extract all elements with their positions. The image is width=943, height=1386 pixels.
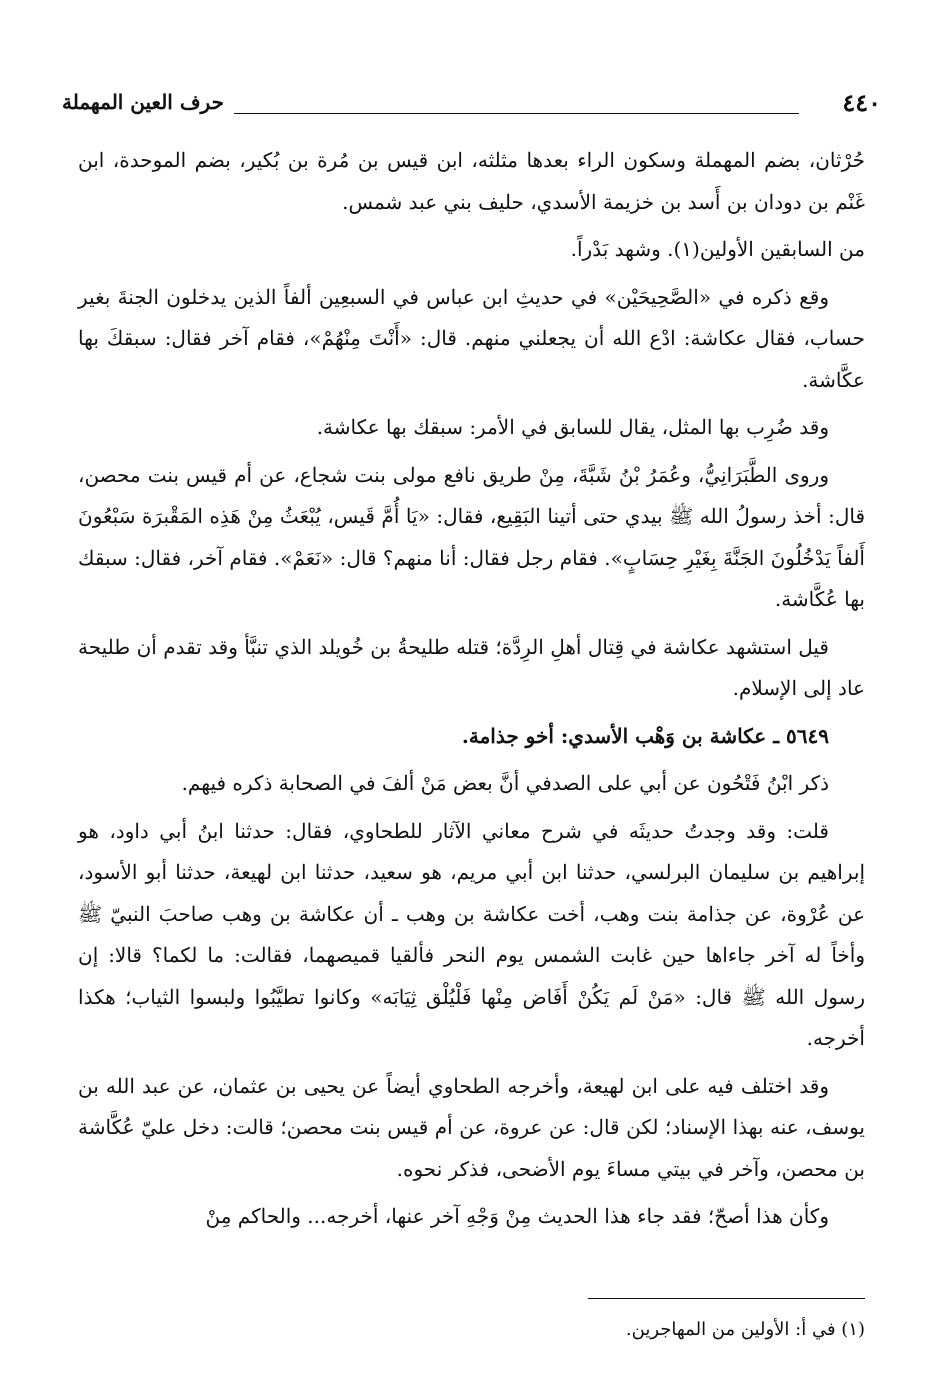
footnote-rule — [588, 1298, 865, 1299]
paragraph: وروى الطَّبَرَانِيُّ، وعُمَرُ بْنُ شَبَّةَ، مِنْ طريق نافع مولى بنت شجاع، عن أم قيس بنت محصن، قال: أخذ رسولُ الله ﷺ بيدي حتى أتينا البَقِيع، فقال: «يَا أُمَّ قَيس، يُبْعَثُ مِنْ هَذِه المَقْبرَة سَبْعُونَ أَلفاً يَدْخُلُونَ الجَنَّةَ بِغَيْرِ حِسَابٍ». فقام رجل فقال: أنا منهم؟ قال: «نَعَمْ». فقام آخر، فقال: سبقك بها عُكَّاشة. — [78, 462, 865, 611]
paragraph: قيل استشهد عكاشة في قِتال أهلِ الرِدَّة؛ قتله طليحةُ بن خُويلد الذي تنبَّأ وقد تقدم أن طليحة عاد إلى الإسلام. — [78, 634, 865, 700]
page-number: ٤٤٠ — [842, 88, 881, 117]
paragraph: وقع ذكره في «الصَّحِيحَيْن» في حديثِ ابن عباس في السبعِين ألفاً الذين يدخلون الجنةَ بغير حساب، فقال عكاشة: ادْع الله أن يجعلني منهم. قال: «أَنْتَ مِنْهُمْ»، فقام آخر فقال: سبقكَ بها عكَّاشة. — [78, 284, 865, 392]
footnote: (١) في أ: الأولين من المهاجرين. — [625, 1319, 865, 1340]
body-text — [78, 140, 865, 1244]
chapter-title: حرف العين المهملة — [62, 90, 224, 114]
entry-heading: ٥٦٤٩ ـ عكاشة بن وَهْب الأسدي: أخو جذامة. — [461, 723, 829, 748]
paragraph: حُرْثان، بضم المهملة وسكون الراء بعدها مثلثه، ابن قيس بن مُرة بن بُكير، بضم الموحدة، ابن غَنْم بن دودان بن أَسد بن خزيمة الأسدي، حليف بني عبد شمس. — [78, 148, 865, 214]
paragraph: وقد اختلف فيه على ابن لهيعة، وأخرجه الطحاوي أيضاً عن يحيى بن عثمان، عن عبد الله بن يوسف، عنه بهذا الإسناد؛ لكن قال: عن عروة، عن أم قيس بنت محصن؛ قالت: دخل عليّ عُكَّاشة بن محصن، وآخر في بيتي مساءَ يوم الأضحى، فذكر نحوه. — [78, 1073, 865, 1181]
paragraph: قلت: وقد وجدتُ حديثَه في شرح معاني الآثار للطحاوي، فقال: حدثنا ابنُ أبي داود، هو إبراهيم بن سليمان البرلسي، حدثنا ابن أبي مريم، هو سعيد، حدثنا ابن لهيعة، حدثنا أبو الأسود، عن عُرْوة، عن جذامة بنت وهب، أخت عكاشة بن وهب ـ أن عكاشة بن وهب صاحبَ النبيّ ﷺ وأخاً له آخر جاءاها حين غابت الشمس يوم النحر فألقيا قميصهما، فقالت: ما لكما؟ قالا: إن رسول الله ﷺ قال: «مَنْ لَم يَكُنْ أَفَاض مِنْها فَلْيُلْق ثِيَابَه» وكانوا تطيَّبُوا ولبسوا الثياب؛ هكذا أخرجه. — [78, 818, 865, 1050]
paragraph: وكأن هذا أصحّ؛ فقد جاء هذا الحديث مِنْ وَجْهِ آخر عنها، أخرجه... والحاكم مِنْ — [205, 1204, 829, 1228]
paragraph: ذكر ابْنُ فَتْحُون عن أبي على الصدفي أنَّ بعض مَنْ ألفَ في الصحابة ذكره فيهم. — [181, 771, 829, 795]
header-rule — [234, 113, 799, 114]
page-header — [62, 88, 881, 122]
paragraph: من السابقين الأولين(١). وشهد بَدْراً. — [570, 237, 865, 261]
paragraph: وقد ضُرِب بها المثل، يقال للسابق في الأمر: سبقك بها عكاشة. — [316, 415, 829, 439]
